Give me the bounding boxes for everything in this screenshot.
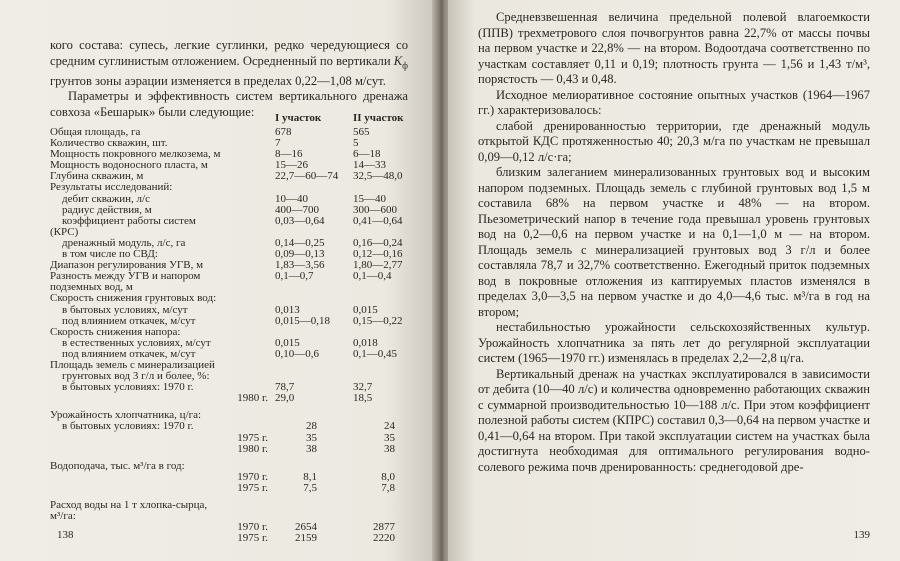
value-plot-2: 0,12—0,16 bbox=[353, 248, 403, 261]
row-label: дебит скважин, л/с bbox=[62, 192, 150, 205]
value-plot-2: 5 bbox=[353, 137, 359, 150]
paragraph-moisture: Средневзвешенная величина предельной полевой влагоемкости (ППВ) трехметрового слоя почвогрунтов равна 22,7% от массы почвы на первом участке и 22,8% — на втором. Водоотдача соответственно по участкам составляет 0,11 и 0,19; плотность грунта — 1,56 и 1,43 т/м³, порястость — 0,43 и 0,48. bbox=[478, 10, 870, 86]
row-label: Диапазон регулирования УГВ, м bbox=[50, 259, 204, 272]
paragraph-intro: кого состава: супесь, легкие суглинки, редко чередующиеся со средним суглинистым отложением. Осредненный по вертикали $K_ф$ грунтов зоны аэрации изменяется в пределах 0,22—1,08 м/сут. bbox=[50, 38, 408, 88]
value-plot-1: 78,7 bbox=[275, 381, 295, 394]
paragraph-initial-state: Исходное мелиоративное состояние опытных участков (1964—1967 гг.) характеризовалось: bbox=[478, 87, 870, 117]
row-label: 1975 г. bbox=[237, 481, 268, 494]
value-plot-2: 38 bbox=[384, 442, 395, 455]
row-label: Водоподача, тыс. м³/га в год: bbox=[50, 459, 185, 472]
table-row bbox=[50, 194, 420, 205]
row-label: Количество скважин, шт. bbox=[50, 137, 168, 150]
value-plot-2: 1,80—2,77 bbox=[353, 259, 403, 272]
value-plot-2: 0,1—0,4 bbox=[353, 270, 392, 283]
value-plot-1: 2654 bbox=[295, 521, 317, 534]
value-plot-2: 0,1—0,45 bbox=[353, 347, 397, 360]
row-label: Мощность водоносного пласта, м bbox=[50, 159, 208, 172]
right-page bbox=[448, 0, 900, 561]
table-row bbox=[50, 421, 420, 432]
value-plot-2: 32,5—48,0 bbox=[353, 170, 403, 183]
row-label: грунтовых вод 3 г/л и более, %: bbox=[62, 370, 210, 383]
value-plot-1: 678 bbox=[275, 126, 292, 138]
value-plot-1: 400—700 bbox=[275, 203, 319, 216]
value-plot-1: 0,14—0,25 bbox=[275, 236, 325, 249]
value-plot-2: 0,16—0,24 bbox=[353, 236, 403, 249]
table-row bbox=[50, 511, 420, 522]
page-number-right: 139 bbox=[853, 529, 870, 541]
value-plot-1: 0,015 bbox=[275, 336, 300, 349]
value-plot-1: 0,015—0,18 bbox=[275, 314, 330, 327]
value-plot-2: 0,018 bbox=[353, 336, 378, 349]
row-label: Расход воды на 1 т хлопка-сырца, bbox=[50, 499, 208, 511]
table-row bbox=[50, 500, 420, 511]
value-plot-1: 8—16 bbox=[275, 148, 303, 161]
row-label: 1970 г. bbox=[237, 470, 268, 483]
row-label: 1970 г. bbox=[237, 521, 268, 534]
value-plot-1: 1,83—3,56 bbox=[275, 259, 325, 272]
table-row bbox=[50, 533, 420, 544]
value-plot-1: 2159 bbox=[295, 532, 317, 545]
table-row bbox=[50, 522, 420, 533]
left-page bbox=[0, 0, 438, 561]
value-plot-1: 7 bbox=[275, 137, 281, 150]
value-plot-2: 32,7 bbox=[353, 381, 373, 394]
row-label: подземных вод, м bbox=[50, 281, 133, 294]
paragraph-yield: нестабильностью урожайности сельскохозяйственных культур. Урожайность хлопчатника за пять лет до регулярной эксплуатации систем (1965—1970 гг.) изменялась в пределах 2,2—2,8 ц/га. bbox=[478, 320, 870, 365]
row-label: под влиянием откачек, м/сут bbox=[62, 347, 196, 360]
table-row bbox=[50, 461, 420, 472]
row-label: Площадь земель с минерализацией bbox=[50, 358, 215, 371]
value-plot-2: 35 bbox=[384, 431, 395, 444]
table-row bbox=[50, 305, 420, 316]
table-row bbox=[50, 483, 420, 494]
value-plot-1: 7,5 bbox=[303, 481, 317, 494]
table-row bbox=[50, 182, 420, 193]
table-row bbox=[50, 472, 420, 483]
value-plot-1: 0,09—0,13 bbox=[275, 248, 325, 261]
row-label: (КРС) bbox=[50, 225, 79, 238]
value-plot-2: 24 bbox=[384, 420, 395, 433]
paragraph-drainage-module: слабой дренированностью территории, где дренажный модуль открытой КДС протяженностью 40; 20,3 м/га по участкам не превышал 0,09—0,12 л/с·га; bbox=[478, 118, 870, 164]
row-label: дренажный модуль, л/с, га bbox=[62, 236, 186, 249]
paragraph-groundwater: близким залеганием минерализованных грунтовых вод и высоким напором подземных. Площадь земель с глубиной грунтовых вод 1,5 м составила 68% на первом участке и 48% — на втором. Пьезометрический напор в течение года превышал уровень грунтовых вод на 0,2—0,6 на первом участке и на 0,1—1,0 м — на втором. Площадь земель с минерализацией грунтовых вод 3 г/л и более составляла 78,7 и 32,7% соответственно. Ежегодный приток подземных вод в покровные отложения из каптируемых пластов изменялся в пределах 3,0—3,5 на первом участке и до 4,0—4,6 тыс. м³/га в год на втором; bbox=[478, 165, 870, 319]
value-plot-1: 15—26 bbox=[275, 159, 308, 172]
value-plot-2: 565 bbox=[353, 126, 370, 138]
row-label: в бытовых условиях, м/сут bbox=[62, 303, 188, 316]
table-header-row bbox=[50, 113, 420, 127]
value-plot-1: 10—40 bbox=[275, 192, 308, 205]
value-plot-1: 29,0 bbox=[275, 392, 295, 405]
value-plot-2: 18,5 bbox=[353, 392, 373, 405]
row-label: Урожайность хлопчатника, ц/га: bbox=[50, 409, 202, 422]
row-label: в бытовых условиях: 1970 г. bbox=[62, 381, 194, 394]
value-plot-1: 0,1—0,7 bbox=[275, 270, 314, 283]
value-plot-1: 22,7—60—74 bbox=[275, 170, 339, 183]
row-label: 1980 г. bbox=[237, 442, 268, 455]
right-page-text bbox=[478, 10, 870, 475]
row-label: 1975 г. bbox=[237, 532, 268, 545]
left-page-text bbox=[50, 38, 408, 120]
row-label: коэффициент работы систем bbox=[62, 214, 196, 227]
row-label: в том числе по СВД: bbox=[62, 248, 158, 261]
table-row bbox=[50, 433, 420, 444]
value-plot-2: 300—600 bbox=[353, 203, 397, 216]
row-label: 1975 г. bbox=[237, 431, 268, 444]
value-plot-2: 0,15—0,22 bbox=[353, 314, 403, 327]
k-symbol: K bbox=[393, 53, 403, 68]
row-label: радиус действия, м bbox=[62, 203, 152, 216]
value-plot-2: 6—18 bbox=[353, 148, 381, 161]
value-plot-1: 0,013 bbox=[275, 303, 300, 316]
row-label: Мощность покровного мелкозема, м bbox=[50, 148, 221, 161]
value-plot-2: 0,41—0,64 bbox=[353, 214, 403, 227]
table-row bbox=[50, 216, 420, 227]
row-label: в бытовых условиях: 1970 г. bbox=[62, 420, 194, 433]
column-header-plot-1: I участок bbox=[275, 112, 322, 124]
value-plot-2: 0,015 bbox=[353, 303, 378, 316]
row-label: Глубина скважин, м bbox=[50, 170, 144, 183]
k-subscript: ф bbox=[402, 60, 408, 71]
value-plot-2: 15—40 bbox=[353, 192, 386, 205]
value-plot-2: 7,8 bbox=[381, 481, 395, 494]
row-label: Скорость снижения напора: bbox=[50, 325, 181, 338]
row-label: Разность между УГВ и напором bbox=[50, 270, 201, 283]
table-row bbox=[50, 393, 420, 404]
paragraph-operation: Вертикальный дренаж на участках эксплуатировался в зависимости от дебита (10—40 л/с) и количества одновременно работающих скважин с суммарной производительностью 10—188 л/с. При этом коэффициент полезной работы систем (КПРС) составил 0,3—0,64 на первом участке и 0,41—0,64 на втором. При такой эксплуатации систем на участках была достигнута необходимая для оптимального регулирования водно-солевого режима почв дренированность: среднегодовой дре- bbox=[478, 366, 870, 474]
value-plot-1: 35 bbox=[306, 431, 317, 444]
value-plot-1: 38 bbox=[306, 442, 317, 455]
value-plot-2: 8,0 bbox=[381, 470, 395, 483]
value-plot-2: 14—33 bbox=[353, 159, 386, 172]
paragraph-parameters: Параметры и эффективность систем вертикального дренажа совхоза «Бешарык» были следующие: bbox=[50, 89, 408, 119]
page-number-left: 138 bbox=[57, 529, 74, 541]
row-label: Результаты исследований: bbox=[50, 181, 173, 194]
table-row bbox=[50, 293, 420, 304]
table-row bbox=[50, 444, 420, 455]
value-plot-1: 0,10—0,6 bbox=[275, 347, 319, 360]
value-plot-2: 2877 bbox=[373, 521, 395, 534]
row-label: Скорость снижения грунтовых вод: bbox=[50, 292, 217, 305]
value-plot-1: 28 bbox=[306, 420, 317, 433]
row-label: под влиянием откачек, м/сут bbox=[62, 314, 196, 327]
value-plot-1: 0,03—0,64 bbox=[275, 214, 325, 227]
value-plot-2: 2220 bbox=[373, 532, 395, 545]
value-plot-1: 8,1 bbox=[303, 470, 317, 483]
row-label: в естественных условиях, м/сут bbox=[62, 336, 211, 349]
row-label: м³/га: bbox=[50, 510, 76, 523]
column-header-plot-2: II участок bbox=[353, 112, 404, 124]
parameters-table bbox=[50, 113, 420, 544]
row-label: 1980 г. bbox=[237, 392, 268, 405]
row-label: Общая площадь, га bbox=[50, 126, 141, 138]
